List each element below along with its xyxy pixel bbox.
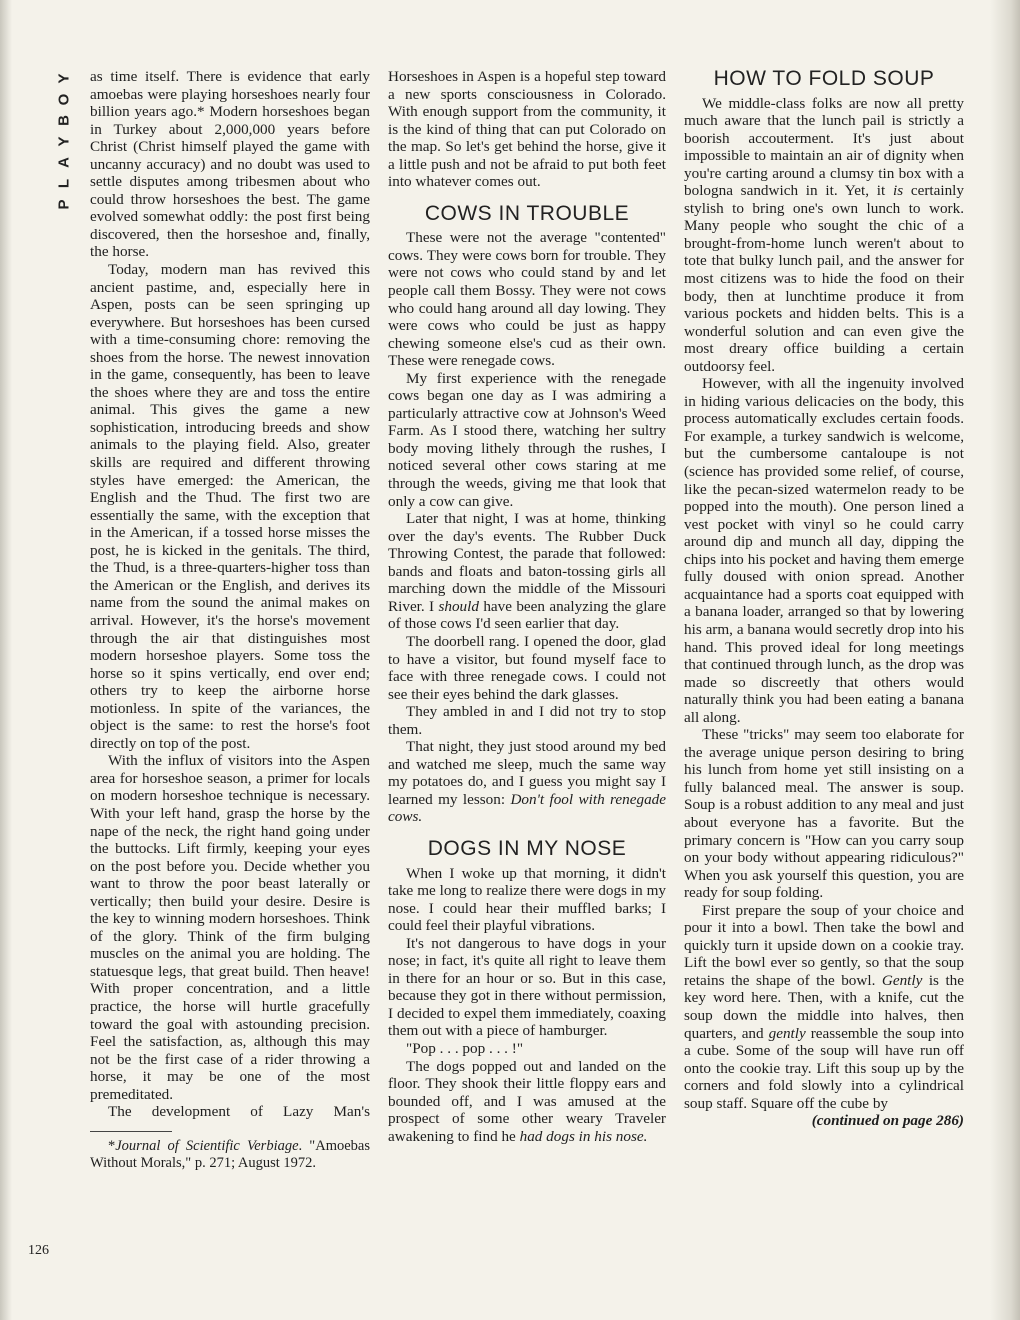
emphasis: had dogs in his nose.: [519, 1127, 648, 1145]
paragraph: [684, 902, 964, 1113]
paragraph: [388, 510, 666, 633]
footnote-text: . "Amoebas Without Morals," p. 271; August 1972.: [90, 1137, 370, 1171]
masthead-letter: Y: [55, 136, 73, 147]
masthead-letter: Y: [55, 73, 73, 84]
paragraph: When I woke up that morning, it didn't take me long to realize there were dogs in my nose. I could hear their muffled barks; I could feel their playful vibrations.: [388, 864, 666, 935]
section-heading-dogs: DOGS IN MY NOSE: [427, 836, 627, 860]
text-run: is the key word here. Then, with a knife, cut the soup down the middle into halves, then quarters, and: [684, 971, 965, 1042]
paragraph: [388, 738, 666, 826]
emphasis: is: [892, 182, 904, 200]
text-run: reassemble the soup into a cube. Some of the soup will have run off onto the cookie tray. Lift this soup up by the corners and fold slowly into a cylindrical soup staff. Square off the cube by: [684, 1024, 964, 1112]
column-3: [684, 67, 965, 1130]
paragraph: These "tricks" may seem too elaborate for the average unique person desiring to bring his lunch from home yet still insisting on a fully balanced meal. The answer is soup. Soup is a robust addition to any meal and just about everyone has a favorite. But the primary concern is "How can you carry soup on your body without appearing ridiculous?" When you ask yourself this question, you are ready for soup folding.: [684, 726, 964, 902]
text-run: We middle-class folks are now all pretty much aware that the lunch pail is strictly a boorish accouterment. It's just about impossible to maintain an air of dignity when you're carting around a clumsy tin box with a bologna sandwich in it. Yet, it: [684, 94, 964, 200]
paragraph: They ambled in and I did not try to stop them.: [388, 703, 666, 738]
paragraph: However, with all the ingenuity involved in hiding various delicacies on the body, this process automatically excludes certain foods. For example, a turkey sandwich is welcome, but the cumbersome cantaloupe is not (science has provided some relief, of course, like the pecan-sized watermelon ready to be popped into the mouth). One person lined a vest pocket with vinyl so he could carry around dip and munch all day, dipping the chips into his pocket and having them emerge fully doused with onion spread. Another acquaintance had a sports coat equipped with a banana loader, arranged so that by lowering his arm, a banana would secretly drop into his hand. This proved ideal for long meetings that continued through lunch, as the drop was made so discreetly that others would naturally think you had been eating a banana all along.: [684, 375, 964, 726]
binding-edge: [990, 0, 1020, 1320]
text-run: certainly stylish to bring one's own lunch to work. Many people who sought the chic of a brought-from-home lunch weren't about to tote that bulky lunch pail, and the answer for most citizens was to hide the food on their body, then at lunchtime produce it from various pockets and hidden belts. This is a wonderful solution and can even give the most dreary office building a certain outdoorsy feel.: [684, 182, 964, 375]
column-2: [388, 68, 666, 1145]
footnote-mark: *: [108, 1137, 116, 1154]
page-edge-shadow: [0, 0, 12, 1320]
continued-note: (continued on page 286): [811, 1112, 964, 1130]
paragraph: It's not dangerous to have dogs in your nose; in fact, it's quite all right to leave them in there for an hour or so. But in this case, because they got in there without permission, I decided to expel them immediately, coaxing them out with a piece of hamburger.: [388, 934, 666, 1040]
emphasis: Gently: [881, 971, 923, 989]
footnote: [90, 1138, 370, 1172]
paragraph: The development of Lazy Man's: [108, 1103, 370, 1121]
section-heading-cows: COWS IN TROUBLE: [424, 201, 630, 225]
masthead-letter: B: [55, 115, 73, 126]
text-run: The dogs popped out and landed on the floor. They shook their little floppy ears and bounded off, and I was amused at the prospect of some other weary Traveler awakening to find he: [388, 1057, 666, 1145]
paragraph: Today, modern man has revived this ancient pastime, and, especially here in Aspen, posts can be seen springing up everywhere. But horseshoes has been cursed with a time-consuming chore: removing the shoes from the horse. The newest innovation in the game, consequently, has been to leave the shoes where they are and toss the entire animal. This gives the game a new sophistication, introducing breeds and show animals to the playing field. Also, greater skills are required and different throwing styles have emerged: the American, the English and the Thud. The first two are essentially the same, with the exception that in the American, if a tossed horse misses the post, he is kicked in the genitals. The third, the Thud, is a three-quarters-higher toss than the American or the English, and derives its name from the sound the animal makes on arrival. However, it's the horse's movement through the air that distinguishes most modern horseshoe players. Some toss the horse so it spins vertically, end over end; others try to keep the airborne horse motionless. In spite of the variances, the object is the same: to rest the horse's foot directly on top of the post.: [90, 261, 370, 752]
text-run: That night, they just stood around my bed and watched me sleep, much the same way my potatoes do, and I guess you might say I learned my lesson:: [388, 738, 666, 808]
section-heading-soup: HOW TO FOLD SOUP: [713, 67, 935, 90]
masthead-letter: A: [55, 157, 73, 168]
paragraph: as time itself. There is evidence that early amoebas were playing horseshoes nearly four billion years ago.* Modern horseshoes began in Turkey about 2,000,000 years before Christ (Christ himself played the game with uncanny accuracy) and no doubt was used to settle disputes among tribesmen about who could throw horseshoes the best. The game evolved somewhat oddly: the post first being discovered, then the horseshoe and, finally, the horse.: [90, 68, 370, 261]
emphasis: should: [438, 597, 479, 615]
column-1: [90, 68, 370, 1172]
paragraph: With the influx of visitors into the Aspen area for horseshoe season, a primer for locals on modern horseshoe technique is necessary. With your left hand, grasp the horse by the nape of the neck, the right hand going under the buttocks. Lift firmly, keeping your eyes on the post before you. Decide whether you want to throw the poor beast laterally or vertically; then build your desire. Desire is the key to winning modern horseshoes. Think of the glory. Think of the firm bulging muscles on the animal you are holding. The statuesque legs, that great build. Then heave! With proper concentration, and a little practice, the horse will hurtle gracefully toward the goal with astounding precision. Feel the satisfaction, as, although this may not be the first case of a rider throwing a horse, it may be one of the most premeditated.: [90, 752, 370, 1103]
paragraph: The doorbell rang. I opened the door, glad to have a visitor, but found myself face to face with three renegade cows. I could not see their eyes behind the dark glasses.: [388, 632, 666, 703]
footnote-rule: [90, 1131, 172, 1132]
masthead-letter: P: [55, 199, 73, 210]
emphasis: Don't fool with renegade cows.: [388, 790, 666, 826]
footnote-journal-title: Journal of Scientific Verbiage: [115, 1137, 299, 1154]
text-run: have been analyzing the glare of those cows I'd seen earlier that day.: [388, 597, 666, 633]
paragraph: [388, 1058, 666, 1146]
paragraph: Horseshoes in Aspen is a hopeful step toward a new sports consciousness in Colorado. With enough support from the community, it is the kind of thing that can put Colorado on the map. So let's get behind the horse, give it a little push and not be afraid to put both feet into whatever comes out.: [388, 68, 666, 191]
emphasis: gently: [768, 1024, 806, 1042]
paragraph: [684, 95, 964, 376]
page-number: 126: [28, 1243, 49, 1258]
magazine-masthead: [52, 68, 76, 215]
paragraph: "Pop . . . pop . . . !": [406, 1039, 524, 1057]
paragraph: These were not the average "contented" cows. They were cows born for trouble. They were not cows who could stand by and let people call them Bossy. They were not cows who could hang around all day lowing. They were cows who could be just as happy chewing someone else's cud as their own. These were renegade cows.: [388, 229, 666, 370]
text-run: First prepare the soup of your choice and pour it into a bowl. Then take the bowl and quickly turn it upside down on a cookie tray. Lift the bowl ever so gently, so that the soup retains the shape of the bowl.: [684, 901, 964, 989]
paragraph: My first experience with the renegade cows began one day as I was admiring a particularly attractive cow at Johnson's Weed Farm. As I stood there, watching her sultry body moving lithely through the rushes, I noticed several other cows staring at me through the weeds, giving me that look that only a cow can give.: [388, 369, 666, 510]
text-run: Later that night, I was at home, thinking over the day's events. The Rubber Duck Throwing Contest, the parade that followed: bands and floats and baton-tossing girls all marching down the middle of the Missouri River. I: [388, 510, 666, 615]
masthead-letter: O: [55, 93, 73, 106]
masthead-letter: L: [55, 178, 73, 189]
